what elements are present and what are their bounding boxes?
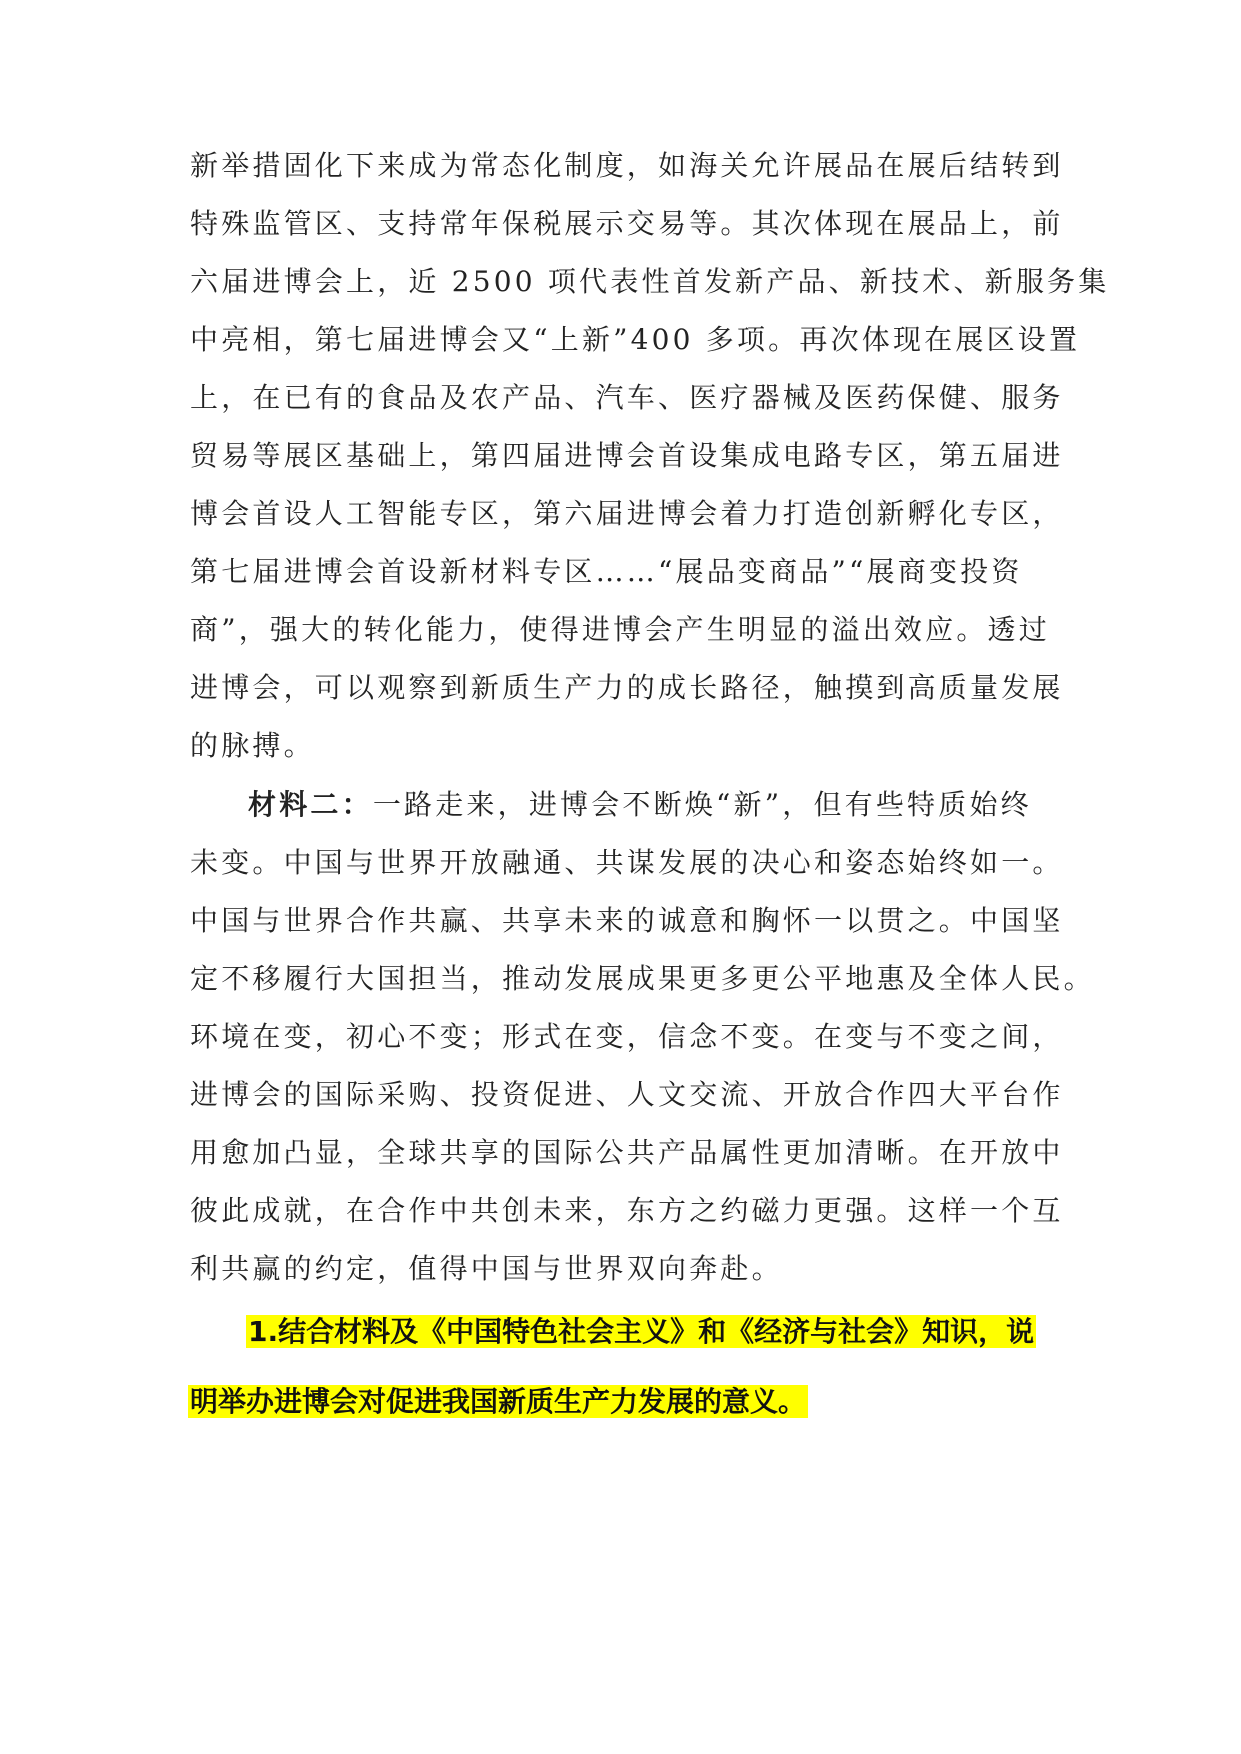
paragraph-line: 六届进博会上，近 2500 项代表性首发新产品、新技术、新服务集 [190,265,1110,298]
paragraph-line: 第七届进博会首设新材料专区……“展品变商品”“展商变投资 [190,555,1023,588]
paragraph-line: 的脉搏。 [190,729,315,762]
paragraph-line: 特殊监管区、支持常年保税展示交易等。其次体现在展品上，前 [190,207,1064,240]
paragraph-line: 商”，强大的转化能力，使得进博会产生明显的溢出效应。透过 [190,613,1050,646]
material-two-text: 一路走来，进博会不断焕“新”，但有些特质始终 [372,788,1032,821]
paragraph-line: 上，在已有的食品及农产品、汽车、医疗器械及医药保健、服务 [190,381,1064,414]
paragraph-line: 贸易等展区基础上，第四届进博会首设集成电路专区，第五届进 [190,439,1064,472]
paragraph-line: 进博会的国际采购、投资促进、人文交流、开放合作四大平台作 [190,1078,1064,1111]
paragraph-line: 环境在变，初心不变；形式在变，信念不变。在变与不变之间， [190,1020,1064,1053]
question-highlight: 1.结合材料及《中国特色社会主义》和《经济与社会》知识，说 [248,1315,1035,1348]
paragraph-line: 定不移履行大国担当，推动发展成果更多更公平地惠及全体人民。 [190,962,1095,995]
question-highlight: 明举办进博会对促进我国新质生产力发展的意义。 [190,1385,807,1418]
material-two-first-line [248,785,1032,825]
question-line [246,1310,1036,1354]
paragraph-line: 博会首设人工智能专区，第六届进博会着力打造创新孵化专区， [190,497,1064,530]
paragraph-line: 中国与世界合作共赢、共享未来的诚意和胸怀一以贯之。中国坚 [190,904,1064,937]
paragraph-line: 用愈加凸显，全球共享的国际公共产品属性更加清晰。在开放中 [190,1136,1064,1169]
paragraph-line: 新举措固化下来成为常态化制度，如海关允许展品在展后结转到 [190,149,1064,182]
paragraph-line: 未变。中国与世界开放融通、共谋发展的决心和姿态始终如一。 [190,846,1064,879]
paragraph-line: 利共赢的约定，值得中国与世界双向奔赴。 [190,1252,783,1285]
material-two-label: 材料二： [248,788,373,821]
paragraph-line: 中亮相，第七届进博会又“上新”400 多项。再次体现在展区设置 [190,323,1081,356]
paragraph-line: 进博会，可以观察到新质生产力的成长路径，触摸到高质量发展 [190,671,1064,704]
question-line [188,1380,808,1424]
paragraph-line: 彼此成就，在合作中共创未来，东方之约磁力更强。这样一个互 [190,1194,1064,1227]
